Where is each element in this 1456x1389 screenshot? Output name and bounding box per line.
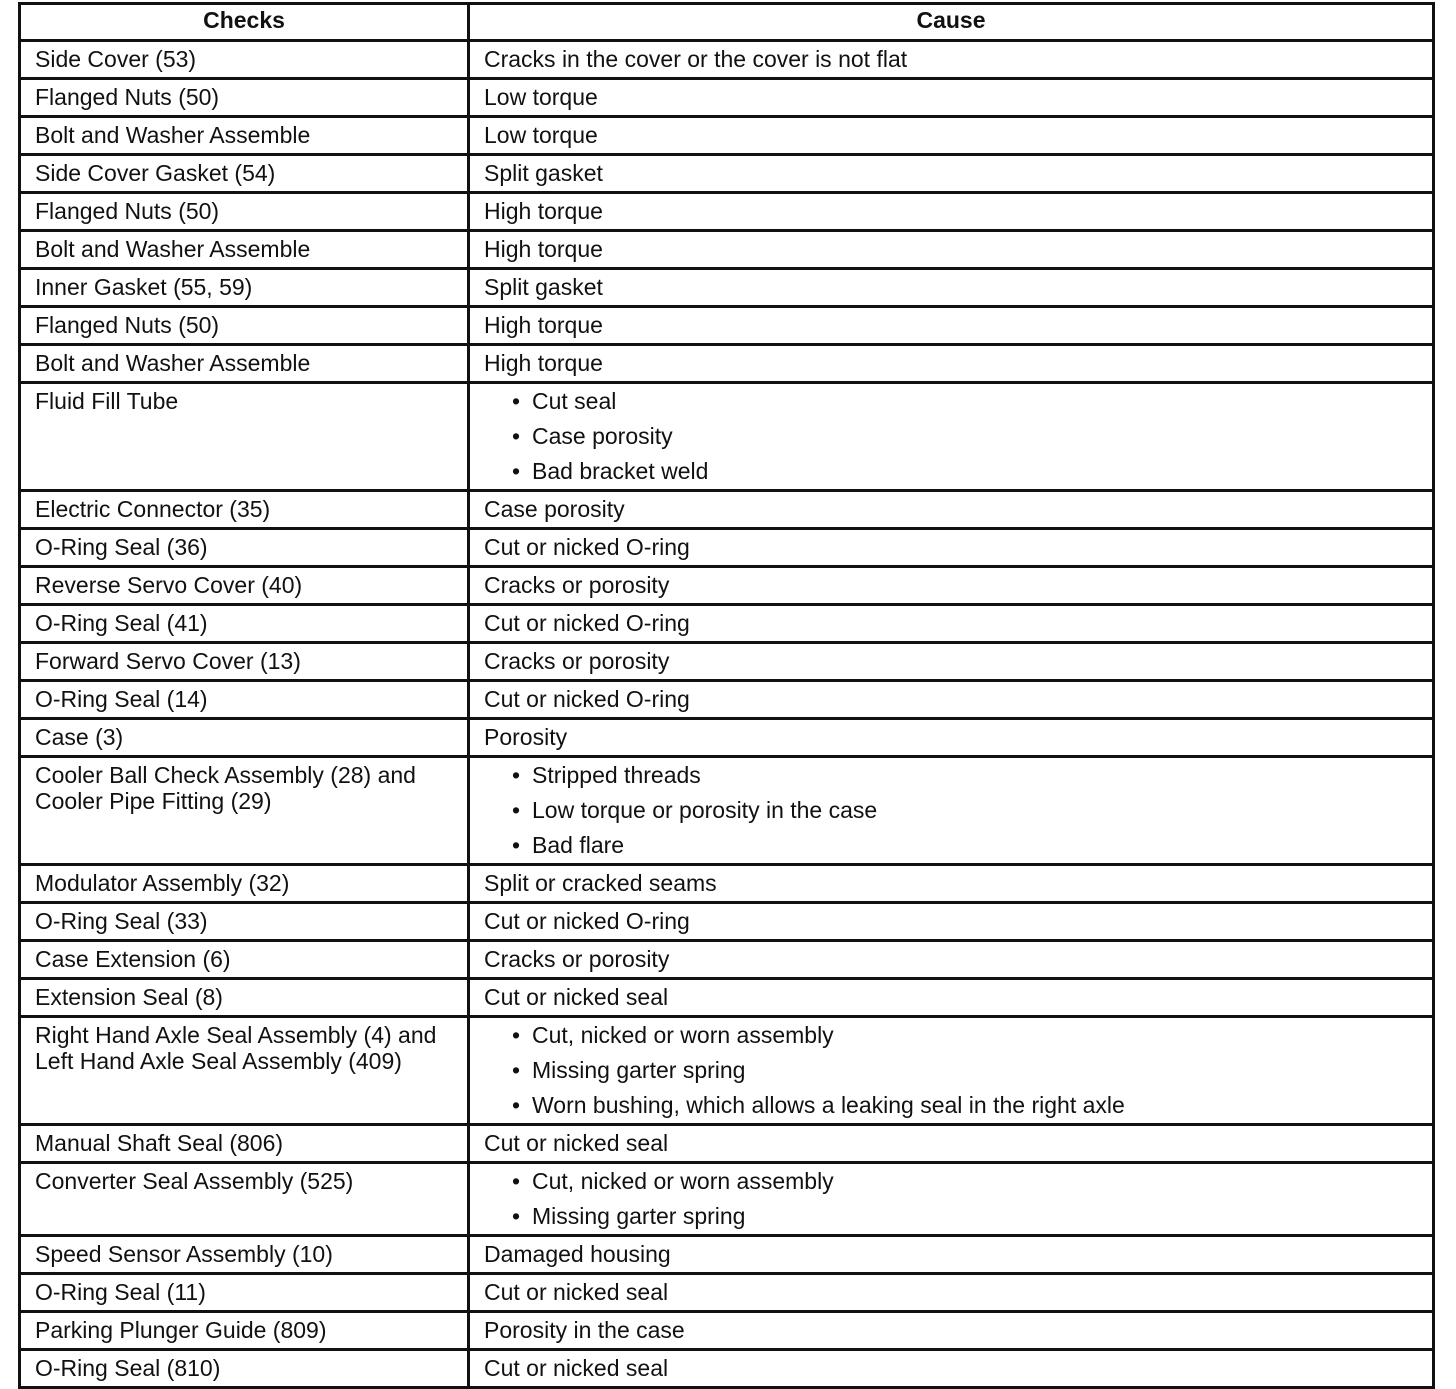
cause-bullet-item: • Bad flare (512, 832, 1420, 858)
cause-cell: Split gasket (469, 155, 1434, 193)
cause-bullet-item: • Case porosity (512, 423, 1420, 449)
check-cell: Reverse Servo Cover (40) (20, 567, 469, 605)
cause-bullet-list (484, 1022, 1420, 1118)
table-row (20, 681, 1434, 719)
check-cell: Extension Seal (8) (20, 979, 469, 1017)
check-cell: O-Ring Seal (11) (20, 1274, 469, 1312)
check-cell: Forward Servo Cover (13) (20, 643, 469, 681)
cause-cell: High torque (469, 345, 1434, 383)
cause-cell: Cracks or porosity (469, 643, 1434, 681)
check-cell: Right Hand Axle Seal Assembly (4) and Left Hand Axle Seal Assembly (409) (20, 1017, 469, 1125)
check-cell: Bolt and Washer Assemble (20, 345, 469, 383)
table-row (20, 41, 1434, 79)
check-cell: Parking Plunger Guide (809) (20, 1312, 469, 1350)
header-row (20, 4, 1434, 41)
check-cell: O-Ring Seal (36) (20, 529, 469, 567)
cause-bullet-item: • Cut seal (512, 388, 1420, 414)
check-cell: Bolt and Washer Assemble (20, 231, 469, 269)
check-cell: Electric Connector (35) (20, 491, 469, 529)
check-cell: Case Extension (6) (20, 941, 469, 979)
cause-bullet-list (484, 762, 1420, 858)
table-row (20, 231, 1434, 269)
header-cause: Cause (469, 4, 1434, 41)
table-row (20, 567, 1434, 605)
cause-cell: Cracks or porosity (469, 567, 1434, 605)
table-row (20, 1350, 1434, 1388)
check-cell: Case (3) (20, 719, 469, 757)
table-row (20, 383, 1434, 491)
cause-cell (469, 383, 1434, 491)
check-cell: Flanged Nuts (50) (20, 307, 469, 345)
table-row (20, 491, 1434, 529)
cause-cell: High torque (469, 231, 1434, 269)
header-checks: Checks (20, 4, 469, 41)
table-row (20, 903, 1434, 941)
cause-cell: Low torque (469, 117, 1434, 155)
cause-bullet-item: • Missing garter spring (512, 1203, 1420, 1229)
check-cell: O-Ring Seal (810) (20, 1350, 469, 1388)
table-row (20, 1274, 1434, 1312)
table-row (20, 979, 1434, 1017)
cause-cell: Cracks or porosity (469, 941, 1434, 979)
check-cell: Inner Gasket (55, 59) (20, 269, 469, 307)
cause-cell: Cracks in the cover or the cover is not flat (469, 41, 1434, 79)
cause-bullet-item: • Worn bushing, which allows a leaking seal in the right axle (512, 1092, 1420, 1118)
cause-cell: Split or cracked seams (469, 865, 1434, 903)
cause-cell: Damaged housing (469, 1236, 1434, 1274)
cause-cell: Porosity (469, 719, 1434, 757)
check-cell: O-Ring Seal (33) (20, 903, 469, 941)
table-row (20, 1163, 1434, 1236)
table-row (20, 1236, 1434, 1274)
table-row (20, 193, 1434, 231)
cause-cell (469, 1163, 1434, 1236)
table-body (20, 41, 1434, 1388)
check-cell: Speed Sensor Assembly (10) (20, 1236, 469, 1274)
cause-bullet-item: • Missing garter spring (512, 1057, 1420, 1083)
cause-cell: Case porosity (469, 491, 1434, 529)
check-cell: Fluid Fill Tube (20, 383, 469, 491)
table-row (20, 643, 1434, 681)
cause-bullet-list (484, 388, 1420, 484)
check-cell: Modulator Assembly (32) (20, 865, 469, 903)
check-cell: Converter Seal Assembly (525) (20, 1163, 469, 1236)
table-row (20, 865, 1434, 903)
cause-cell: Cut or nicked O-ring (469, 903, 1434, 941)
cause-cell: High torque (469, 193, 1434, 231)
leak-checks-document (18, 2, 1432, 1389)
leak-checks-table (18, 2, 1435, 1389)
table-row (20, 1017, 1434, 1125)
cause-bullet-item: • Bad bracket weld (512, 458, 1420, 484)
cause-cell: Porosity in the case (469, 1312, 1434, 1350)
table-row (20, 757, 1434, 865)
cause-cell: High torque (469, 307, 1434, 345)
check-cell: Side Cover Gasket (54) (20, 155, 469, 193)
cause-cell: Split gasket (469, 269, 1434, 307)
cause-cell: Cut or nicked O-ring (469, 605, 1434, 643)
cause-bullet-item: • Low torque or porosity in the case (512, 797, 1420, 823)
table-row (20, 605, 1434, 643)
check-cell: Manual Shaft Seal (806) (20, 1125, 469, 1163)
check-cell: Flanged Nuts (50) (20, 193, 469, 231)
table-row (20, 529, 1434, 567)
table-row (20, 719, 1434, 757)
table-row (20, 79, 1434, 117)
check-cell: Side Cover (53) (20, 41, 469, 79)
cause-cell: Cut or nicked O-ring (469, 529, 1434, 567)
cause-cell: Cut or nicked seal (469, 1350, 1434, 1388)
table-row (20, 117, 1434, 155)
cause-cell: Cut or nicked seal (469, 1274, 1434, 1312)
cause-cell: Cut or nicked seal (469, 979, 1434, 1017)
cause-bullet-item: • Cut, nicked or worn assembly (512, 1168, 1420, 1194)
cause-cell: Cut or nicked seal (469, 1125, 1434, 1163)
cause-bullet-item: • Cut, nicked or worn assembly (512, 1022, 1420, 1048)
table-row (20, 1125, 1434, 1163)
check-cell: O-Ring Seal (41) (20, 605, 469, 643)
table-row (20, 269, 1434, 307)
cause-bullet-list (484, 1168, 1420, 1229)
check-cell: O-Ring Seal (14) (20, 681, 469, 719)
table-row (20, 345, 1434, 383)
table-row (20, 941, 1434, 979)
cause-cell: Cut or nicked O-ring (469, 681, 1434, 719)
cause-cell (469, 757, 1434, 865)
check-cell: Flanged Nuts (50) (20, 79, 469, 117)
check-cell: Cooler Ball Check Assembly (28) and Cooler Pipe Fitting (29) (20, 757, 469, 865)
cause-cell: Low torque (469, 79, 1434, 117)
cause-cell (469, 1017, 1434, 1125)
check-cell: Bolt and Washer Assemble (20, 117, 469, 155)
table-row (20, 307, 1434, 345)
cause-bullet-item: • Stripped threads (512, 762, 1420, 788)
table-row (20, 155, 1434, 193)
